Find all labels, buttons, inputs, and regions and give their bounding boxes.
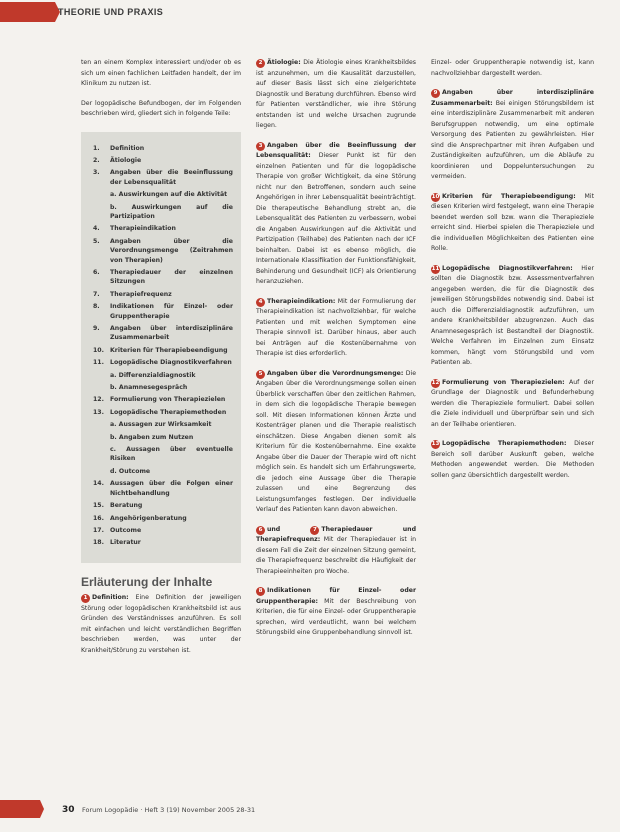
toc-item — [93, 408, 233, 417]
toc-item-label: Kriterien für Therapiebeendigung — [110, 346, 228, 354]
paragraph-connector: und — [267, 525, 281, 533]
toc-item-number: 6. — [93, 268, 100, 276]
toc-item — [93, 501, 233, 510]
paragraph-heading: Therapieindikation: — [267, 297, 336, 305]
toc-item — [93, 144, 233, 153]
toc-item — [93, 237, 233, 265]
column-1 — [81, 58, 241, 665]
toc-item — [93, 395, 233, 404]
toc-item-label: Definition — [110, 144, 145, 152]
toc-subitem: c. Aussagen über eventuelle Risiken — [110, 446, 233, 463]
item-number-badge: 9 — [431, 89, 440, 98]
toc-item — [93, 514, 233, 523]
paragraph-therapiebeendigung — [431, 192, 594, 255]
toc-subitem: a. Aussagen zur Wirksamkeit — [110, 421, 212, 429]
toc-item — [93, 168, 233, 187]
paragraph-heading: Ätiologie: — [267, 59, 301, 66]
toc-item-label: Angaben über die Beeinflussung der Lebensqualität — [110, 169, 233, 186]
toc-item-number: 5. — [93, 237, 100, 245]
paragraph-heading: Formulierung von Therapiezielen: — [442, 378, 565, 386]
intro-paragraph-2: Der logopädische Befundbogen, der im Folgenden beschrieben wird, gliedert sich in folgende Teile: — [81, 99, 241, 117]
journal-citation: Forum Logopädie · Heft 3 (19) November 2005 28-31 — [82, 806, 256, 814]
paragraph-therapieziele — [431, 378, 594, 431]
toc-item — [93, 538, 233, 547]
definition-text: Eine Definition der jeweiligen Störung oder logopädischen Krankheitsbild ist aus Gründen des Verständnisses anzuführen. Es soll mit einfachen und leicht verständlichen Begriffen beschrieben werden, was unter der Krankheit/Störung zu verstehen ist. — [81, 594, 241, 654]
toc-subitem: b. Auswirkungen auf die Partizipation — [110, 203, 233, 220]
paragraph-text: Mit der Beschreibung von Kriterien, die für eine Einzel- oder Gruppentherapie sprechen, wird verdeutlicht, wann bei welchem Störungsbild eine Gruppenbehandlung sinnvoll ist. — [256, 597, 416, 636]
toc-item — [93, 324, 233, 343]
toc-item-number: 1. — [93, 144, 100, 152]
toc-item — [93, 358, 233, 367]
paragraph-lebensqualitaet — [256, 141, 416, 288]
toc-item-number: 9. — [93, 325, 100, 332]
paragraph-therapieindikation — [256, 297, 416, 360]
toc-item-label: Therapieindikation — [110, 225, 176, 233]
paragraph-text: Auf der Grundlage der Diagnostik und Befunderhebung werden die Therapieziele formuliert. Dabei sollen die Ziele individuell und überprüfbar sein und sich an der Teilhabe orientieren. — [431, 378, 594, 428]
paragraph-heading: Logopädische Therapiemethoden: — [442, 440, 567, 447]
item-number-badge: 3 — [256, 142, 265, 151]
paragraph-einzel-gruppe — [256, 586, 416, 639]
toc-item-number: 14. — [93, 480, 104, 488]
paragraph-heading: Angaben über die Verordnungsmenge: — [267, 369, 404, 377]
toc-item-label: Angaben über die Verordnungsmenge (Zeitrahmen von Therapien) — [110, 237, 233, 264]
toc-item-label: Therapiefrequenz — [110, 290, 172, 298]
toc-item-label: Formulierung von Therapiezielen — [110, 396, 226, 404]
paragraph-continued: Einzel- oder Gruppentherapie notwendig ist, kann nachvollziehbar dargestellt werden. — [431, 59, 594, 77]
item-number-badge: 5 — [256, 370, 265, 379]
paragraph-heading: Kriterien für Therapiebeendigung: — [442, 192, 576, 200]
paragraph-aetiologie — [256, 58, 416, 132]
toc-item-number: 10. — [93, 346, 104, 354]
toc-item — [93, 526, 233, 535]
toc-item-number: 12. — [93, 396, 104, 404]
toc-item-number: 2. — [93, 156, 100, 164]
item-number-badge: 1 — [81, 594, 90, 603]
definition-heading: Definition: — [92, 594, 129, 602]
paragraph-verordnungsmenge — [256, 369, 416, 516]
explanation-heading: Erläuterung der Inhalte — [81, 574, 213, 589]
toc-item-label: Logopädische Therapiemethoden — [110, 408, 227, 416]
toc-item-label: Therapiedauer der einzelnen Sitzungen — [110, 268, 233, 286]
toc-item-number: 16. — [93, 514, 104, 522]
toc-subitem: b. Anamnesegespräch — [110, 384, 188, 392]
header-accent-bar — [0, 2, 60, 22]
paragraph-therapiedauer — [256, 525, 416, 578]
toc-item-label: Angaben über interdisziplinäre Zusammenarbeit — [110, 325, 233, 342]
item-number-badge: 13 — [431, 441, 440, 447]
toc-subitem: d. Outcome — [110, 467, 151, 475]
toc-item-label: Logopädische Diagnostikverfahren — [110, 359, 232, 367]
toc-item-label: Beratung — [110, 502, 143, 510]
toc-item-number: 4. — [93, 225, 100, 233]
page-header — [0, 0, 620, 26]
toc-subitem: b. Angaben zum Nutzen — [110, 433, 194, 441]
column-2 — [256, 58, 416, 648]
toc-item-number: 17. — [93, 526, 104, 534]
toc-item-number: 3. — [93, 169, 100, 177]
toc-subitem: a. Differenzialdiagnostik — [110, 371, 196, 379]
footer-accent-bar — [0, 800, 44, 818]
item-number-badge: 8 — [256, 587, 265, 596]
toc-item-label: Aussagen über die Folgen einer Nichtbehandlung — [110, 480, 233, 497]
toc-subitem: a. Auswirkungen auf die Aktivität — [110, 191, 228, 199]
paragraph-heading: Angaben über die Beeinflussung der Lebensqualität: — [256, 141, 416, 159]
item-number-badge: 2 — [256, 59, 265, 68]
section-title: THEORIE UND PRAXIS — [58, 7, 164, 17]
toc-item-label: Angehörigenberatung — [110, 514, 187, 522]
toc-item-number: 7. — [93, 290, 100, 298]
paragraph-text: Bei einigen Störungsbildern ist eine interdisziplinäre Zusammenarbeit mit anderen Berufsgruppen notwendig, um eine optimale Versorgung des Patienten zu gewährleisten. Hier sind die Ansprechpartner mit ihren Aufgaben und Zuständigkeiten aufzuführen, um die Abläufe zu koordinieren und Doppeluntersuchungen zu vermeiden. — [431, 99, 594, 180]
paragraph-heading: Angaben über interdisziplinäre Zusammenarbeit: — [431, 89, 594, 107]
page-number: 30 — [62, 805, 75, 815]
toc-item-number: 11. — [93, 359, 104, 367]
item-number-badge: 11 — [431, 265, 440, 272]
paragraph-text: Hier sollten die Diagnostik bzw. Assessmentverfahren angegeben werden, die für die Diagnostik des jeweiligen Störungsbildes notwendig sind. Dabei ist auch die Differenzialdiagnostik aufzuführen, um andere Krankheitsbilder abzugrenzen. Auch das Anamnesegespräch ist Bestandteil der Diagnostik. Welche Verfahren im Einzelnen zum Einsatz kommen, hängt vom Störungsbild und vom Patienten ab. — [431, 264, 594, 366]
intro-paragraph-1: ten an einem Komplex interessiert und/oder ob es sich um einen fachlichen Leitfaden handelt, der im Klinikum zu nutzen ist. — [81, 59, 241, 87]
paragraph-text: Die Ätiologie eines Krankheitsbildes ist anzunehmen, um die Kausalität darzustellen, auf dieser Basis lässt sich eine zielgerichtete Diagnostik und Beratung durchführen. Ebenso wird für Patienten verständlicher, wie ihre Störung entstanden ist und welche Ursachen zugrunde liegen. — [256, 59, 416, 129]
toc-item-number: 8. — [93, 303, 100, 311]
table-of-contents — [81, 132, 241, 563]
paragraph-text: Die Angaben über die Verordnungsmenge sollen einen Überblick verschaffen über den zeitlichen Rahmen, in dem sich die logopädische Therapie bewegen soll. Mit diesen Informationen können Ärzte und Kostenträger planen und die Therapie realistisch einschätzen. Diese Angaben dienen somit als Kriterium für die Kostenübernahme. Eine exakte Angabe über die Dauer der Therapie wird oft nicht möglich sein. Es handelt sich um Erfahrungswerte, die jedoch eine Aussage über die Therapie zulassen und eine Begrenzung des Leistungsumfanges festlegen. Der individuelle Verlauf des Patienten kann davon abweichen. — [256, 369, 417, 513]
toc-item — [93, 268, 233, 287]
toc-item-label: Indikationen für Einzel- oder Gruppentherapie — [110, 303, 233, 320]
item-number-badge: 12 — [431, 379, 440, 386]
paragraph-heading: Therapiedauer und Therapiefrequenz: — [256, 525, 417, 543]
paragraph-text: Dieser Bereich soll darüber Auskunft geben, welche Methoden angewendet werden. Die Methoden sollen ganz übersichtlich dargestellt werden. — [431, 440, 594, 479]
paragraph-diagnostik — [431, 264, 594, 369]
paragraph-text: Mit der Formulierung der Therapieindikation ist nachvollziehbar, für welche Patienten und mit welchen Symptomen eine Therapie sinnvoll ist. Darüber hinaus, aber auch bei Anträgen auf die Kostenübernahme von Therapie ist dies erforderlich. — [256, 297, 417, 357]
toc-item-label: Ätiologie — [110, 156, 142, 164]
toc-item — [93, 346, 233, 355]
item-number-badge: 6 — [256, 526, 265, 535]
toc-item — [93, 290, 233, 299]
item-number-badge: 7 — [310, 526, 319, 535]
paragraph-interdisziplinaer — [431, 88, 594, 183]
paragraph-text: Dieser Punkt ist für den einzelnen Patienten und für die logopädische Therapie von großer Wichtigkeit, da eine Störung nicht nur den Betroffenen, sondern auch seine Angehörigen in ihrer Lebensqualität beeinträchtigt. Die therapeutische Behandlung strebt an, die Lebensqualität des Patienten zu verbessern, wobei die Angaben Auswirkungen auf die Aktivität und Partizipation (Teilhabe) des Patienten nach der ICF beinhalten. Dabei ist es ebenso möglich, die Internationale Klassifikation der Funktionsfähigkeit, Behinderung und Gesundheit (ICF) als Orientierung heranzuziehen. — [256, 152, 416, 285]
toc-item — [93, 479, 233, 498]
toc-item-label: Literatur — [110, 539, 141, 547]
toc-item-number: 15. — [93, 502, 104, 510]
toc-item — [93, 156, 233, 165]
definition-paragraph — [81, 593, 241, 656]
paragraph-heading: Indikationen für Einzel- oder Gruppentherapie: — [256, 587, 416, 605]
column-3 — [431, 58, 594, 490]
paragraph-text: Mit diesen Kriterien wird festgelegt, wann eine Therapie beendet werden soll bzw. wann die Therapieziele erreicht sind. Hierbei spielen die Therapieziele und die individuellen Möglichkeiten des Patienten eine Rolle. — [431, 192, 594, 252]
paragraph-therapiemethoden — [431, 439, 594, 481]
item-number-badge: 10 — [431, 193, 440, 200]
item-number-badge: 4 — [256, 298, 265, 307]
toc-item — [93, 224, 233, 233]
toc-item-number: 18. — [93, 539, 104, 547]
paragraph-heading: Logopädische Diagnostikverfahren: — [442, 264, 573, 272]
toc-item-number: 13. — [93, 408, 104, 416]
page-footer — [0, 796, 620, 832]
toc-item-label: Outcome — [110, 526, 142, 534]
paragraph-text: Mit der Therapiedauer ist in diesem Fall die Zeit der einzelnen Sitzung gemeint, die Therapiefrequenz beschreibt die Häufigkeit der Therapieeinheiten pro Woche. — [256, 536, 416, 575]
toc-item — [93, 302, 233, 321]
